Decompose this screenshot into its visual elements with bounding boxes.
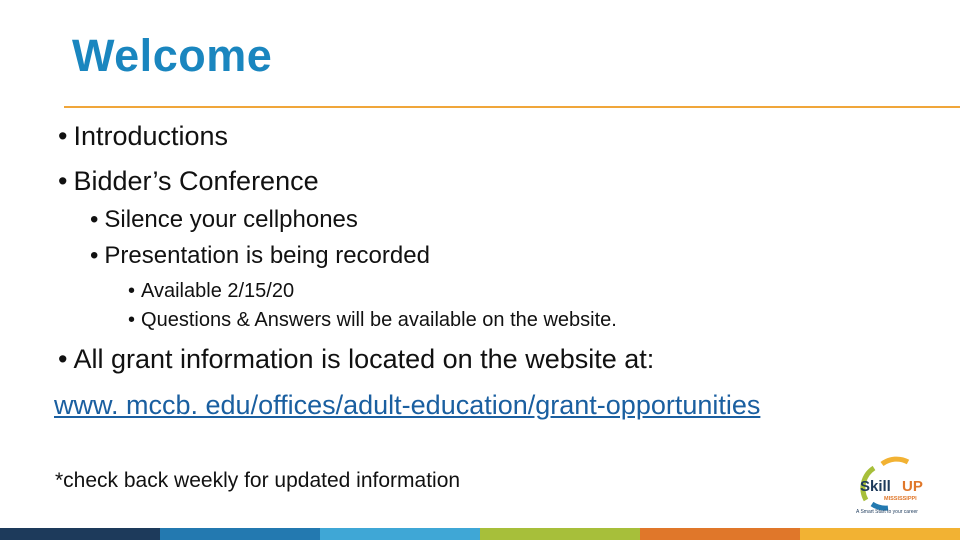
logo-arc-blue (872, 504, 888, 508)
bullet-grant-info (58, 344, 654, 375)
logo-tagline: A Smart Start to your career (856, 509, 918, 515)
footer-segment (320, 528, 480, 540)
bullet-dot: • (128, 309, 136, 331)
bullet-dot: • (58, 344, 68, 374)
footer-segment (800, 528, 960, 540)
bullet-text: Presentation is being recorded (104, 242, 430, 269)
footer-segment (640, 528, 800, 540)
sub-sub-bullet-available (128, 280, 294, 303)
logo-state: MISSISSIPPI (884, 496, 917, 502)
bullet-introductions (58, 121, 228, 152)
bullet-dot: • (90, 242, 99, 269)
bullet-bidders-conference (58, 166, 319, 197)
logo-arc-orange (882, 459, 908, 464)
logo-word-skill: Skill (860, 478, 891, 495)
bullet-text: Available 2/15/20 (141, 280, 295, 302)
bullet-dot: • (58, 121, 68, 151)
bullet-dot: • (128, 280, 136, 302)
bullet-text: Silence your cellphones (104, 206, 358, 233)
title-underline (64, 106, 960, 108)
grant-opportunities-link[interactable]: www. mccb. edu/offices/adult-education/grant-opportunities (54, 390, 761, 420)
logo-word-up: UP (902, 478, 923, 495)
bullet-text: Bidder’s Conference (73, 166, 319, 196)
update-note: *check back weekly for updated information (55, 469, 461, 492)
sub-sub-bullet-qa (128, 309, 617, 332)
footer-color-bar (0, 528, 960, 540)
skill-up-mississippi-logo (852, 456, 944, 518)
bullet-dot: • (90, 206, 99, 233)
sub-bullet-recorded (90, 242, 430, 270)
bullet-dot: • (58, 166, 68, 196)
footer-segment (0, 528, 160, 540)
bullet-text: Introductions (73, 121, 229, 151)
footer-segment (160, 528, 320, 540)
bullet-text: All grant information is located on the website at: (73, 344, 655, 374)
bullet-text: Questions & Answers will be available on the website. (141, 309, 617, 331)
sub-bullet-silence-cellphones (90, 206, 358, 234)
slide-title: Welcome (72, 30, 273, 81)
footer-segment (480, 528, 640, 540)
